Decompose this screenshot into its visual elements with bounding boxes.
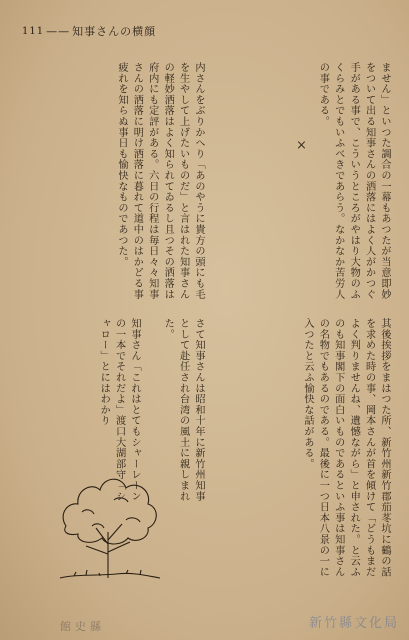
- tree-illustration-icon: [56, 466, 162, 584]
- text-column-upper-left: 内さんをぶりかへり「あのやうに貴方の頭にも毛を生やして上げたいものだ」と言はれた知事さんの軽妙洒落はよく知られてゐるし且つその洒落は府内にも定評がある。六日の行程は毎日々々知事さんの洒落に明け洒落に暮れて道中のはかどる事疲れを知らぬ事日も愉快なものであつた。: [115, 62, 204, 300]
- text-column-lower-middle: さて知事さんは昭和十年に新竹州知事として赴任され台湾の風土に親しまれた。: [162, 318, 204, 502]
- page-number: 111: [22, 25, 45, 37]
- running-header: [22, 22, 156, 40]
- text-column-lower-right: 其後挨拶をまはつた所、新竹州新竹郡茄苳坑に鶴の話を求めた時の事、岡本さんが首を傾けて「どうもまだよく判りませんね、遺憾ながら」と申された。と云ふのも知事閣下の面白いものであるといふ事は知事さんの名物でもあるのである。最後に一つ日本八景の一に入つたと云ふ愉快な話がある。: [301, 318, 390, 578]
- header-title: 知事さんの横顔: [72, 25, 157, 38]
- text-column-upper-right: ません」といつた調合の一幕もあつたが当意即妙をついて出る知事さんの洒落にはよく人がかつぐ手がある事で、こういうところがやはり大物のふくらみとでもいふべきであらう。なかなか苦労人の事である。: [317, 62, 390, 300]
- section-mark: ×: [296, 138, 307, 153]
- header-separator: ——: [46, 24, 71, 38]
- archive-stamp-left: 館史縣: [60, 620, 105, 633]
- text-column-lower-left: 知事さん「これはとてもシャーレーンの一本でそれだよ」渡口大湖部守「シャロー」とにはわかり: [98, 318, 140, 502]
- archive-stamp-right: 新竹縣文化局: [308, 615, 399, 631]
